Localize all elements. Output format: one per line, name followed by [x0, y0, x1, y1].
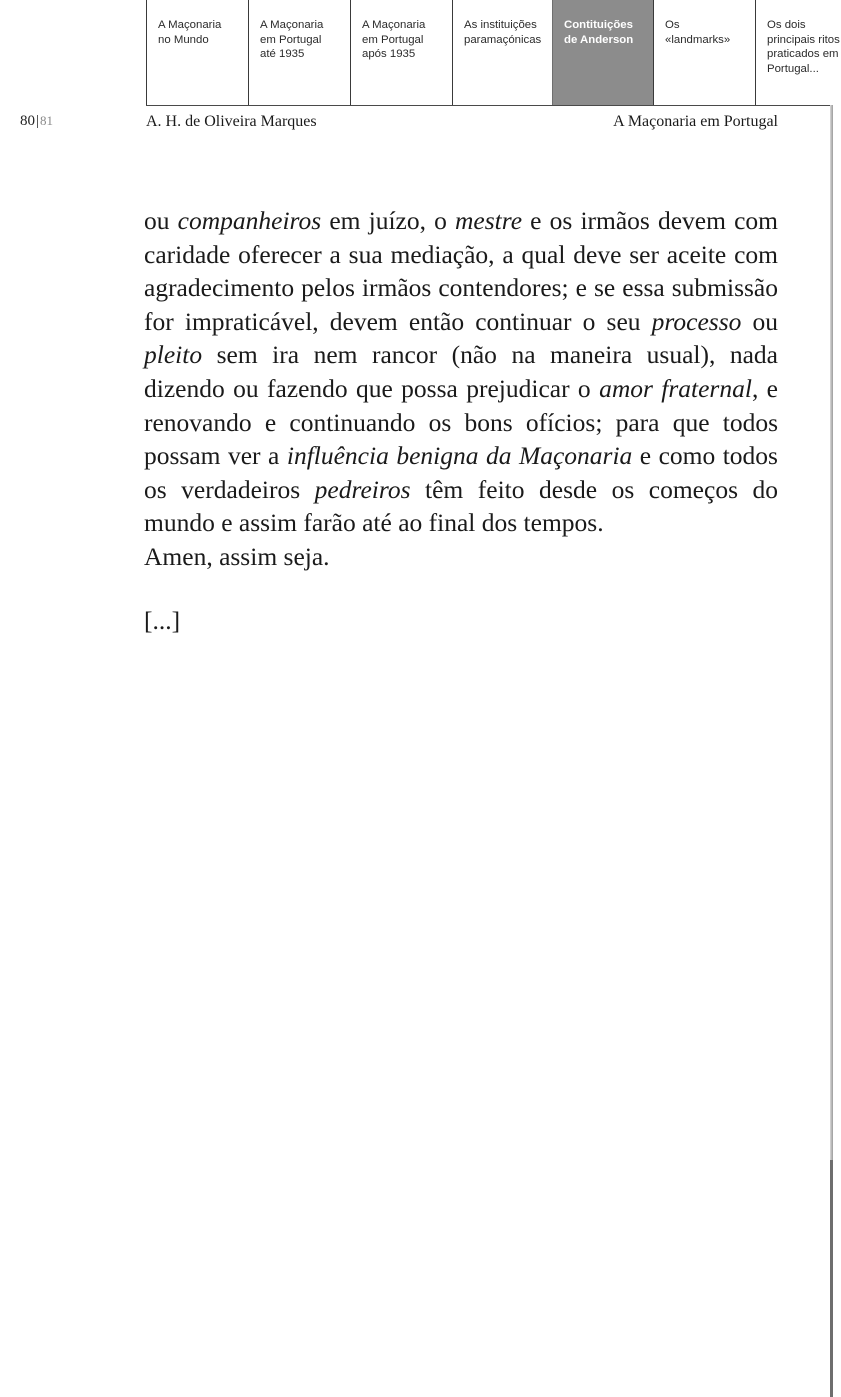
emphasis-run: amor fraternal: [599, 373, 752, 403]
tab-label: Os dois principais ritos praticados em Portugal...: [767, 19, 840, 75]
text-run: sem ira nem rancor (não na maneira usual), nada dizendo ou fazendo que possa prejudicar o: [144, 340, 778, 403]
nav-divider: [146, 105, 832, 106]
tab-maconaria-no-mundo[interactable]: [146, 0, 248, 106]
tab-maconaria-portugal-apos-1935[interactable]: [350, 0, 452, 106]
page-number: [20, 113, 53, 130]
tab-label: Os «landmarks»: [665, 19, 731, 46]
page-edge-shadow: [830, 1160, 833, 1397]
tab-label: A Maçonaria em Portugal até 1935: [260, 19, 324, 60]
book-title: A Maçonaria em Portugal: [613, 113, 778, 130]
omission-mark: [...]: [144, 605, 181, 635]
text-run: em juízo, o: [321, 206, 455, 235]
tab-constituicoes-de-anderson[interactable]: [552, 0, 653, 106]
tab-instituicoes-paramaconicas[interactable]: [452, 0, 552, 106]
text-run: , e renovando e continuando os bons ofícios; para que todos possam ver a: [144, 373, 778, 471]
text-run: e os irmãos devem com caridade oferecer a sua mediação, a qual deve ser aceite com agradecimento pelos irmãos contendores; e se essa submissão for impraticável, devem então continuar o seu: [144, 206, 778, 336]
tab-landmarks[interactable]: [653, 0, 755, 106]
emphasis-run: pleito: [144, 340, 203, 370]
emphasis-run: processo: [651, 306, 742, 336]
text-run: e como todos os verdadeiros: [144, 441, 778, 504]
tab-label: A Maçonaria no Mundo: [158, 19, 222, 46]
text-run: ou: [144, 206, 178, 235]
emphasis-run: influência benigna da Maçonaria: [286, 441, 633, 471]
page-number-separator: |: [36, 113, 40, 129]
page-number-current: 80: [20, 113, 35, 129]
emphasis-run: companheiros: [177, 206, 322, 235]
page-content: [144, 204, 778, 637]
tab-maconaria-portugal-ate-1935[interactable]: [248, 0, 350, 106]
text-run: ou: [741, 306, 778, 336]
closing-line: Amen, assim seja.: [144, 541, 330, 571]
emphasis-run: pedreiros: [314, 474, 411, 504]
page-number-next: 81: [40, 113, 54, 128]
tab-label: A Maçonaria em Portugal após 1935: [362, 19, 426, 60]
tab-dois-principais-ritos[interactable]: [755, 0, 841, 106]
text-run: têm feito desde os começos do mundo e assim farão até ao final dos tempos.: [144, 474, 778, 538]
body-paragraph: [144, 204, 778, 540]
emphasis-run: mestre: [455, 206, 523, 235]
tab-label: As instituições paramaçónicas: [464, 19, 542, 46]
chapter-navigation: [146, 0, 841, 106]
tab-label: Contituições de Anderson: [564, 19, 634, 46]
author-name: A. H. de Oliveira Marques: [146, 113, 317, 130]
